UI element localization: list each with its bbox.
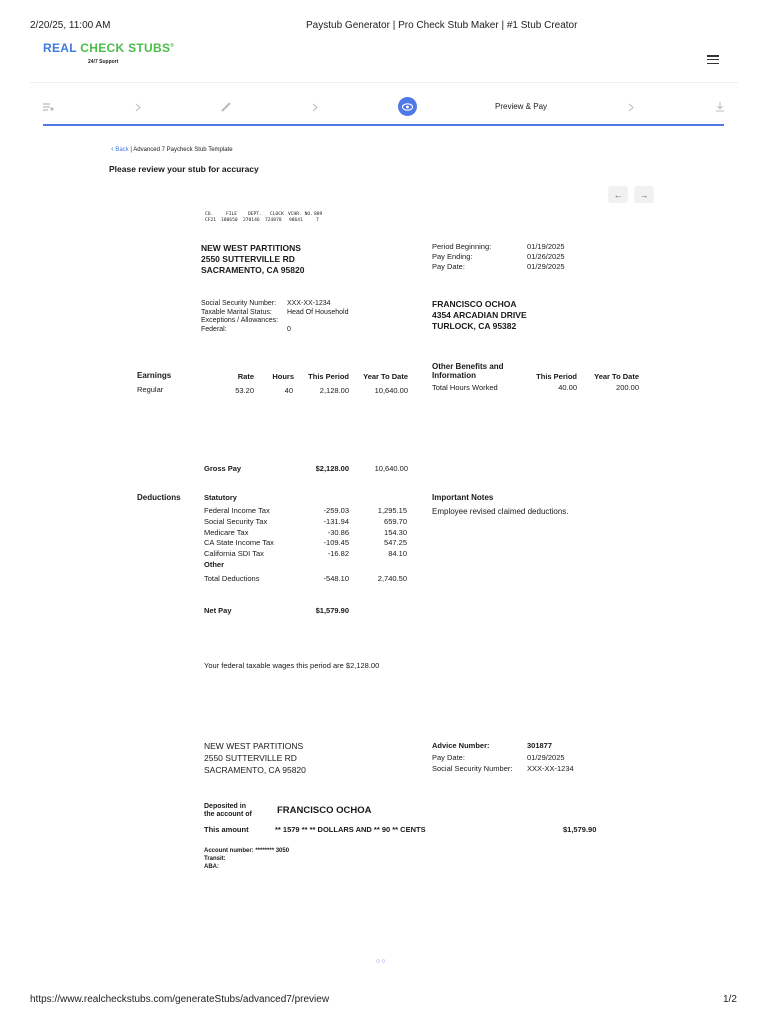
deduction-ytd: 84.10 xyxy=(388,549,407,559)
employer-name: NEW WEST PARTITIONS xyxy=(201,243,301,253)
table-row xyxy=(204,538,409,549)
deduction-period: -109.45 xyxy=(323,538,349,548)
deduction-name: California SDI Tax xyxy=(204,549,264,559)
employee-name: FRANCISCO OCHOA xyxy=(432,299,517,309)
code-value: 278146 xyxy=(243,218,260,223)
print-page-count: 1/2 xyxy=(723,994,737,1005)
breadcrumb xyxy=(111,144,233,153)
account-number-value: ******** 3050 xyxy=(255,848,290,854)
aba-label: ABA: xyxy=(204,864,219,870)
pay-date-label: Pay Date: xyxy=(432,262,465,271)
deductions-table xyxy=(204,506,409,585)
total-deductions-ytd: 2,740.50 xyxy=(377,573,407,583)
progress-bar xyxy=(43,124,724,126)
marital-status-value: Head Of Household xyxy=(287,308,349,316)
pay-date-value: 01/29/2025 xyxy=(527,262,565,271)
earnings-row-hours: 40 xyxy=(284,386,293,395)
pencil-icon[interactable] xyxy=(221,101,232,112)
advice-labels xyxy=(432,740,512,775)
code-values xyxy=(205,218,322,224)
deduction-name: CA State Income Tax xyxy=(204,538,274,548)
federal-value: 0 xyxy=(287,325,291,333)
review-heading: Please review your stub for accuracy xyxy=(109,164,259,174)
print-page-title: Paystub Generator | Pro Check Stub Maker | #1 Stub Creator xyxy=(306,20,578,31)
advice-employer-city: SACRAMENTO, CA 95820 xyxy=(204,765,306,775)
back-link[interactable]: ‹ Back xyxy=(111,144,129,153)
advice-ssn-label: Social Security Number: xyxy=(432,764,513,773)
earnings-col-rate: Rate xyxy=(237,372,254,381)
other-benefits-title-line2: Information xyxy=(432,371,476,380)
advice-number-value: 301877 xyxy=(527,741,553,750)
code-value: 98641 xyxy=(289,218,303,223)
code-header: CLOCK xyxy=(270,212,284,217)
period-values xyxy=(527,242,565,272)
stub-code-block xyxy=(205,212,322,224)
code-header: VCHR. NO. xyxy=(288,212,313,217)
deduction-name: Social Security Tax xyxy=(204,516,268,526)
other-benefits-title xyxy=(432,362,504,380)
employee-info-labels xyxy=(201,300,278,334)
deduction-name: Federal Income Tax xyxy=(204,506,270,515)
earnings-col-ytd: Year To Date xyxy=(363,372,408,381)
other-deductions-label: Other xyxy=(204,559,225,569)
earnings-row-period: 2,128.00 xyxy=(319,386,349,395)
net-pay-value: $1,579.90 xyxy=(315,606,349,615)
employer-address xyxy=(201,243,304,276)
table-row xyxy=(204,528,409,539)
earnings-row-rate: 53.20 xyxy=(235,386,254,395)
form-list-icon[interactable] xyxy=(43,102,55,112)
employee-city: TURLOCK, CA 95382 xyxy=(432,321,517,331)
employee-street: 4354 ARCADIAN DRIVE xyxy=(432,310,527,320)
payee-name: FRANCISCO OCHOA xyxy=(277,805,372,816)
code-header: 889 xyxy=(314,212,323,217)
advice-employer-address xyxy=(204,740,306,776)
earnings-row-name: Regular xyxy=(137,385,164,394)
deposit-amount: $1,579.90 xyxy=(563,825,597,834)
table-row xyxy=(204,549,409,560)
important-notes-text: Employee revised claimed deductions. xyxy=(432,507,569,516)
federal-label: Federal: xyxy=(201,325,227,333)
benefits-col-period: This Period xyxy=(536,372,577,381)
header-divider xyxy=(30,82,738,83)
code-value: 180650 xyxy=(221,218,238,223)
period-labels xyxy=(432,242,491,272)
arrow-left-icon: ← xyxy=(613,189,623,200)
breadcrumb-template: Advanced 7 Paycheck Stub Template xyxy=(133,147,233,153)
advice-number-label: Advice Number: xyxy=(432,741,490,750)
gross-pay-period: $2,128.00 xyxy=(315,464,349,473)
deduction-period: -259.03 xyxy=(323,506,349,515)
important-notes-title: Important Notes xyxy=(432,493,494,502)
hamburger-menu-icon[interactable] xyxy=(707,55,719,64)
deduction-period: -30.86 xyxy=(327,527,349,537)
logo-check-text: CHECK STUBS xyxy=(80,41,171,55)
advice-employer-street: 2550 SUTTERVILLE RD xyxy=(204,753,297,763)
download-icon[interactable] xyxy=(715,101,725,112)
advice-employer-name: NEW WEST PARTITIONS xyxy=(204,741,304,751)
deduction-ytd: 547.25 xyxy=(384,538,407,548)
deduction-ytd: 1,295.15 xyxy=(377,506,407,515)
deduction-ytd: 154.30 xyxy=(384,527,407,537)
exemptions-label: Exceptions / Allowances: xyxy=(201,317,279,324)
deduction-period: -16.82 xyxy=(327,549,349,559)
deduction-period: -131.94 xyxy=(323,516,349,526)
advice-ssn-value: XXX-XX-1234 xyxy=(527,764,574,773)
deposited-label xyxy=(204,803,252,819)
prev-stub-button[interactable] xyxy=(608,186,628,203)
period-beginning-value: 01/19/2025 xyxy=(527,242,565,251)
print-datetime: 2/20/25, 11:00 AM xyxy=(30,20,111,31)
logo-mark: ® xyxy=(170,43,175,49)
preview-step-eye-icon[interactable] xyxy=(398,97,417,116)
other-benefits-title-line1: Other Benefits and xyxy=(432,362,504,371)
employee-info-values xyxy=(287,300,348,334)
breadcrumb-separator: | xyxy=(130,147,132,153)
chevron-right-icon xyxy=(312,103,318,112)
stepper xyxy=(43,100,726,116)
table-row xyxy=(204,506,409,517)
gross-pay-label: Gross Pay xyxy=(204,464,242,473)
account-number-label: Account number: xyxy=(204,848,254,854)
advice-date-value: 01/29/2025 xyxy=(527,752,565,762)
support-text: 24/7 Support xyxy=(88,59,119,65)
total-deductions-period: -548.10 xyxy=(323,573,349,583)
code-value: CF21 xyxy=(205,218,217,223)
advice-values xyxy=(527,740,574,775)
print-url: https://www.realcheckstubs.com/generateStubs/advanced7/preview xyxy=(30,994,330,1005)
arrow-right-icon: → xyxy=(639,189,649,200)
earnings-row-ytd: 10,640.00 xyxy=(374,386,408,395)
advice-date-label: Pay Date: xyxy=(432,752,465,762)
chevron-left-icon: ‹ xyxy=(111,144,114,153)
benefits-row-ytd: 200.00 xyxy=(616,383,639,392)
total-deductions-label: Total Deductions xyxy=(204,573,260,583)
federal-wages-note: Your federal taxable wages this period are $2,128.00 xyxy=(204,661,380,670)
deduction-ytd: 659.70 xyxy=(384,516,407,526)
deductions-title: Deductions xyxy=(137,493,181,502)
logo-real-text: REAL xyxy=(43,41,77,55)
amount-in-words: ** 1579 ** ** DOLLARS AND ** 90 ** CENTS xyxy=(275,825,426,834)
chevron-right-icon xyxy=(135,103,141,112)
ssn-value: XXX-XX-1234 xyxy=(287,300,331,307)
employer-street: 2550 SUTTERVILLE RD xyxy=(201,254,295,264)
employer-city: SACRAMENTO, CA 95820 xyxy=(201,265,305,275)
site-logo[interactable] xyxy=(43,41,174,55)
transit-label: Transit: xyxy=(204,856,226,862)
gross-pay-ytd: 10,640.00 xyxy=(374,464,408,473)
net-pay-label: Net Pay xyxy=(204,606,232,615)
earnings-title: Earnings xyxy=(137,371,172,380)
deduction-name: Medicare Tax xyxy=(204,527,249,537)
chevron-right-icon xyxy=(628,103,634,112)
code-header: CO. xyxy=(205,212,214,217)
pager-dots[interactable]: ○○ xyxy=(376,958,387,965)
code-header: DEPT. xyxy=(248,212,262,217)
benefits-col-ytd: Year To Date xyxy=(594,372,639,381)
this-amount-label: This amount xyxy=(204,825,249,834)
deposited-label-line2: the account of xyxy=(204,811,252,818)
pay-ending-value: 01/26/2025 xyxy=(527,252,565,261)
ssn-label: Social Security Number: xyxy=(201,300,277,307)
earnings-col-hours: Hours xyxy=(272,372,294,381)
deposited-label-line1: Deposited in xyxy=(204,803,247,810)
employee-address xyxy=(432,299,527,332)
total-deductions-row xyxy=(204,574,409,585)
table-row xyxy=(204,517,409,528)
bank-info xyxy=(204,847,289,871)
benefits-row-name: Total Hours Worked xyxy=(432,383,498,392)
period-beginning-label: Period Beginning: xyxy=(432,242,492,251)
code-value: 724878 xyxy=(265,218,282,223)
code-value: 7 xyxy=(316,218,319,223)
earnings-col-period: This Period xyxy=(308,372,349,381)
marital-status-label: Taxable Marital Status: xyxy=(201,308,272,316)
code-header: FILE xyxy=(226,212,238,217)
preview-pay-step-label[interactable]: Preview & Pay xyxy=(495,102,548,111)
next-stub-button[interactable] xyxy=(634,186,654,203)
benefits-row-period: 40.00 xyxy=(558,383,577,392)
statutory-label: Statutory xyxy=(204,493,237,502)
pay-ending-label: Pay Ending: xyxy=(432,252,473,261)
